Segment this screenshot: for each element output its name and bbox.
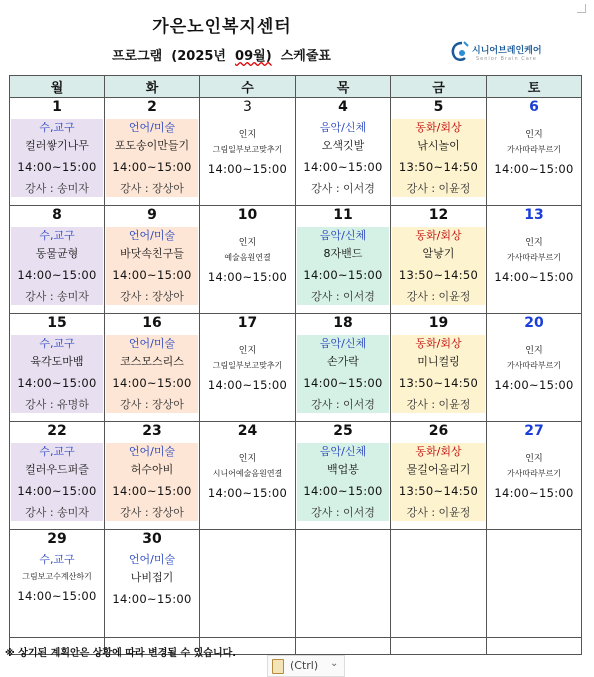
program-activity: 가사따라부르기 [506, 145, 562, 154]
program-block [392, 227, 485, 305]
program-block [488, 127, 580, 205]
program-category: 언어/미술 [128, 337, 176, 350]
program-block [106, 443, 198, 521]
program-block [297, 119, 389, 197]
program-activity: 그림일부보고맞추기 [212, 145, 283, 154]
day-cell [105, 98, 200, 206]
logo-name: 시니어브레인케어 [472, 46, 542, 56]
paste-options-button[interactable] [267, 655, 345, 677]
weekday-header: 화 [105, 76, 200, 98]
program-activity: 허수아비 [130, 463, 174, 476]
program-teacher: 강사 : 이서경 [311, 506, 375, 519]
program-teacher: 강사 : 이서경 [311, 290, 375, 303]
program-time: 14:00~15:00 [494, 270, 574, 284]
program-block [201, 127, 294, 205]
program-block [297, 559, 389, 637]
day-cell [10, 314, 105, 422]
week-row [10, 98, 582, 206]
program-activity: 컬러쌓기나무 [25, 139, 89, 152]
day-number: 9 [147, 207, 157, 223]
program-block [392, 443, 485, 521]
program-activity: 백업봉 [327, 463, 359, 476]
day-number: 29 [47, 531, 67, 547]
day-cell [487, 206, 582, 314]
day-cell [487, 314, 582, 422]
program-category: 언어/미술 [128, 553, 176, 566]
senior-brain-care-logo [448, 38, 568, 68]
day-number [487, 530, 581, 549]
program-category: 동화/회상 [415, 337, 462, 350]
program-teacher: 강사 : 장상아 [120, 398, 184, 411]
day-number: 8 [52, 207, 62, 223]
day-number: 3 [243, 99, 252, 115]
program-teacher: 강사 : 이서경 [311, 398, 375, 411]
program-category: 인지 [525, 454, 543, 464]
day-cell [200, 422, 296, 530]
program-teacher: 강사 : 송미자 [25, 506, 89, 519]
program-time: 14:00~15:00 [494, 378, 574, 392]
day-cell [10, 206, 105, 314]
program-category: 인지 [238, 346, 257, 356]
program-block [106, 119, 198, 197]
program-time: 14:00~15:00 [303, 268, 383, 282]
program-teacher: 강사 : 이서경 [311, 182, 375, 195]
program-block [11, 443, 103, 521]
week-row [10, 530, 582, 638]
day-number: 6 [529, 99, 539, 115]
program-teacher: 강사 : 장상아 [120, 182, 184, 195]
program-category: 인지 [525, 130, 543, 140]
program-time: 14:00~15:00 [17, 484, 97, 498]
day-number: 4 [338, 99, 348, 115]
day-number: 10 [237, 207, 258, 223]
program-time: 14:00~15:00 [207, 378, 288, 392]
program-time: 14:00~15:00 [494, 162, 574, 176]
program-time: 14:00~15:00 [494, 486, 574, 500]
program-block [392, 335, 485, 413]
program-category: 동화/회상 [415, 445, 462, 458]
program-block [201, 451, 294, 529]
program-block [11, 119, 103, 197]
program-block [392, 119, 485, 197]
day-cell [105, 314, 200, 422]
day-number: 23 [142, 423, 162, 439]
day-cell [296, 206, 391, 314]
day-cell [200, 206, 296, 314]
logo-english: Senior Brain Care [476, 56, 537, 62]
program-activity: 바닷속친구들 [120, 247, 184, 260]
day-number: 13 [524, 207, 544, 223]
day-number: 25 [333, 423, 353, 439]
day-cell [391, 98, 487, 206]
day-number [200, 530, 295, 549]
program-block [106, 335, 198, 413]
program-time: 13:50~14:50 [398, 376, 479, 390]
program-block [11, 551, 103, 629]
program-time: 14:00~15:00 [17, 589, 97, 603]
program-category: 수,교구 [39, 553, 75, 566]
program-activity: 알낳기 [422, 247, 455, 260]
weekday-header: 수 [200, 76, 296, 98]
weekday-header: 월 [10, 76, 105, 98]
day-cell [487, 422, 582, 530]
program-teacher: 강사 : 송미자 [25, 290, 89, 303]
day-number: 19 [428, 315, 449, 331]
program-category: 음악/신체 [319, 445, 367, 458]
empty-cell [391, 638, 487, 655]
day-cell [391, 206, 487, 314]
program-time: 13:50~14:50 [398, 484, 479, 498]
day-cell [10, 530, 105, 638]
day-cell [10, 422, 105, 530]
day-number: 16 [142, 315, 162, 331]
program-activity: 가사따라부르기 [506, 253, 562, 262]
day-cell [296, 314, 391, 422]
program-category: 언어/미술 [128, 121, 176, 134]
program-teacher: 강사 : 이윤정 [406, 290, 471, 303]
program-block [488, 559, 580, 637]
day-cell [391, 422, 487, 530]
program-block [11, 335, 103, 413]
day-number: 18 [333, 315, 353, 331]
day-number: 1 [52, 99, 62, 115]
program-category: 동화/회상 [415, 121, 462, 134]
program-time: 14:00~15:00 [303, 376, 383, 390]
program-teacher: 강사 : 장상아 [120, 506, 184, 519]
day-cell [391, 314, 487, 422]
program-time: 14:00~15:00 [112, 160, 192, 174]
program-activity: 컬러우드퍼즐 [25, 463, 89, 476]
program-activity: 낚시놀이 [417, 139, 460, 152]
program-category: 수,교구 [39, 445, 75, 458]
weekday-header: 금 [391, 76, 487, 98]
day-cell [200, 98, 296, 206]
program-activity: 그림보고수계산하기 [22, 572, 92, 581]
program-activity: 오색깃발 [321, 139, 365, 152]
weekday-header-row [10, 76, 582, 98]
week-row [10, 314, 582, 422]
program-category: 인지 [525, 346, 543, 356]
program-block [392, 559, 485, 637]
program-category: 음악/신체 [319, 337, 367, 350]
program-activity: 그림일부보고맞추기 [212, 361, 283, 370]
program-category: 수,교구 [39, 229, 75, 242]
day-cell [10, 98, 105, 206]
day-number: 20 [524, 315, 544, 331]
program-time: 13:50~14:50 [398, 268, 479, 282]
program-teacher: 강사 : 이윤정 [406, 398, 471, 411]
day-number: 30 [142, 531, 162, 547]
week-row [10, 206, 582, 314]
day-number: 5 [433, 99, 444, 115]
weekday-header: 토 [487, 76, 582, 98]
day-number: 26 [428, 423, 449, 439]
program-teacher: 강사 : 이윤정 [406, 182, 471, 195]
program-block [201, 343, 294, 421]
day-cell [296, 98, 391, 206]
program-activity: 시니어예술음원연결 [212, 469, 283, 478]
program-category: 언어/미술 [128, 229, 176, 242]
program-activity: 코스모스리스 [120, 355, 184, 368]
program-activity: 나비접기 [130, 571, 174, 584]
day-number: 24 [237, 423, 258, 439]
day-number: 11 [333, 207, 353, 223]
program-time: 14:00~15:00 [303, 484, 383, 498]
program-block [488, 343, 580, 421]
day-cell [200, 314, 296, 422]
program-category: 인지 [238, 238, 257, 248]
day-cell [105, 530, 200, 638]
change-notice: ※ 상기된 계획안은 상황에 따라 변경될 수 있습니다. [5, 648, 237, 659]
program-activity: 포도송이만들기 [114, 139, 190, 152]
program-teacher: 강사 : 장상아 [120, 290, 184, 303]
program-category: 동화/회상 [415, 229, 462, 242]
program-time: 14:00~15:00 [112, 484, 192, 498]
page-title: 가은노인복지센터 [152, 17, 292, 37]
program-activity: 물길어올리기 [406, 463, 471, 476]
schedule-table [9, 75, 582, 655]
day-cell [296, 422, 391, 530]
program-time: 13:50~14:50 [398, 160, 479, 174]
program-teacher: 강사 : 송미자 [25, 182, 89, 195]
week-row [10, 422, 582, 530]
weekday-header: 목 [296, 76, 391, 98]
program-category: 수,교구 [39, 337, 75, 350]
program-block [106, 227, 198, 305]
day-cell [200, 530, 296, 638]
schedule-subtitle: 프로그램 (2025년 09월) 스케줄표 [112, 49, 331, 64]
day-cell [296, 530, 391, 638]
program-time: 14:00~15:00 [207, 486, 288, 500]
program-time: 14:00~15:00 [207, 162, 288, 176]
paste-options-label: (Ctrl) [290, 659, 319, 672]
program-teacher: 강사 : 이윤정 [406, 506, 471, 519]
program-activity: 예술음원연결 [224, 253, 271, 262]
program-category: 수,교구 [39, 121, 75, 134]
program-block [488, 235, 580, 313]
empty-cell [296, 638, 391, 655]
program-category: 인지 [525, 238, 543, 248]
clipboard-icon [272, 659, 284, 674]
day-cell [487, 530, 582, 638]
day-cell [105, 422, 200, 530]
program-block [106, 551, 198, 629]
day-number: 17 [237, 315, 258, 331]
day-number: 12 [428, 207, 449, 223]
program-block [297, 335, 389, 413]
day-number: 2 [147, 99, 157, 115]
program-activity: 육각도마뱀 [30, 355, 84, 368]
program-time: 14:00~15:00 [17, 160, 97, 174]
program-block [297, 227, 389, 305]
day-number [296, 530, 390, 549]
program-time: 14:00~15:00 [17, 376, 97, 390]
chevron-down-icon: ⌄ [330, 658, 339, 669]
program-category: 음악/신체 [319, 121, 367, 134]
program-activity: 가사따라부르기 [506, 469, 562, 478]
program-category: 인지 [238, 130, 257, 140]
program-time: 14:00~15:00 [303, 160, 383, 174]
program-block [201, 559, 294, 637]
program-time: 14:00~15:00 [207, 270, 288, 284]
program-activity: 8자밴드 [323, 247, 363, 260]
program-block [11, 227, 103, 305]
program-category: 음악/신체 [319, 229, 367, 242]
program-time: 14:00~15:00 [112, 592, 192, 606]
day-number [391, 530, 486, 549]
day-cell [487, 98, 582, 206]
day-number: 27 [524, 423, 544, 439]
program-time: 14:00~15:00 [112, 376, 192, 390]
program-teacher: 강사 : 유명하 [25, 398, 89, 411]
program-block [201, 235, 294, 313]
day-cell [105, 206, 200, 314]
logo-mark-icon [448, 40, 470, 64]
day-number: 22 [47, 423, 67, 439]
day-number: 15 [47, 315, 67, 331]
program-block [297, 443, 389, 521]
day-cell [391, 530, 487, 638]
program-time: 14:00~15:00 [17, 268, 97, 282]
program-block [488, 451, 580, 529]
program-activity: 동물균형 [35, 247, 79, 260]
program-category: 언어/미술 [128, 445, 176, 458]
program-category: 인지 [238, 454, 257, 464]
program-activity: 가사따라부르기 [506, 361, 562, 370]
program-activity: 미니컬링 [417, 355, 460, 368]
program-activity: 손가락 [327, 355, 359, 368]
empty-cell [487, 638, 582, 655]
program-time: 14:00~15:00 [112, 268, 192, 282]
